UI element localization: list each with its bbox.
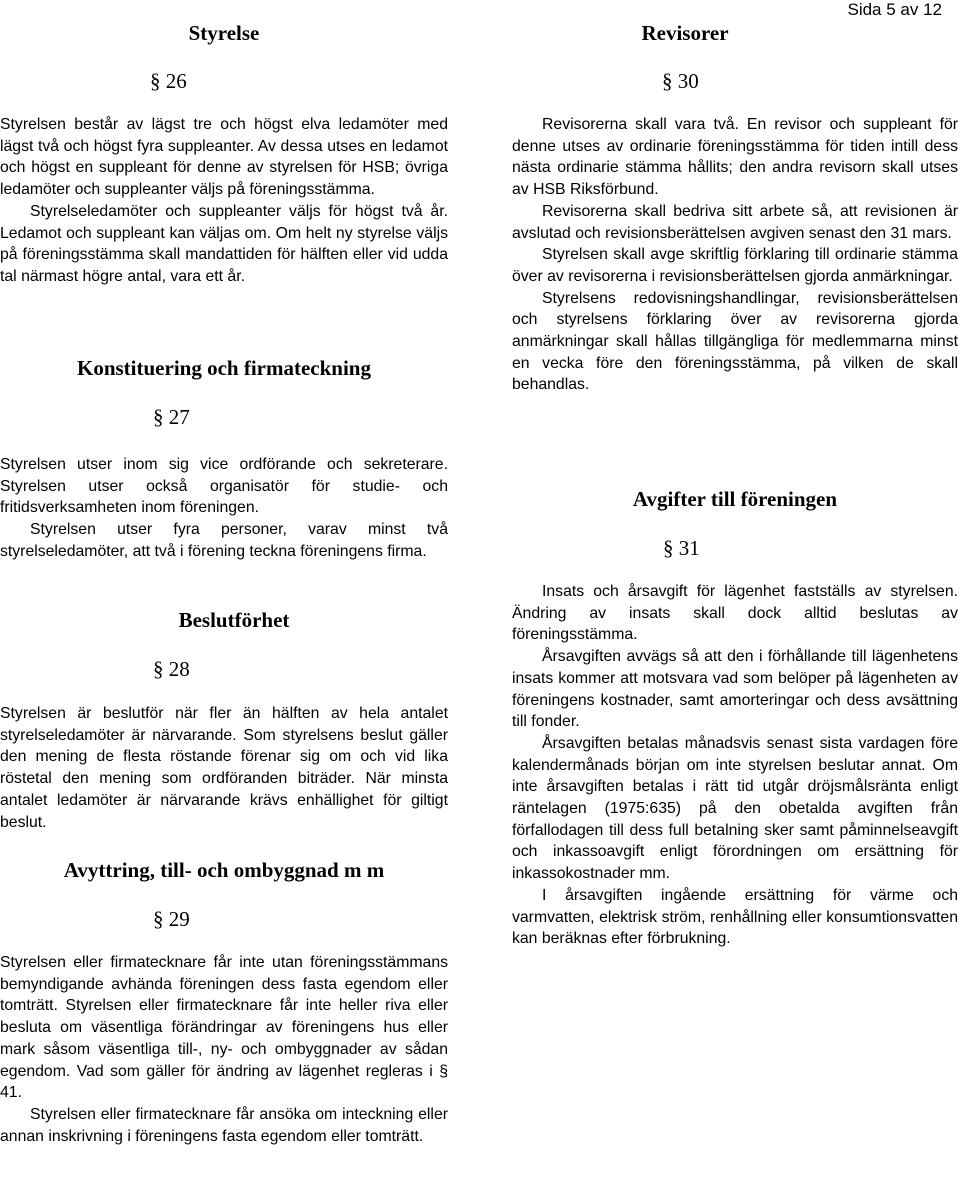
section-26-body	[0, 114, 448, 288]
heading-beslutforhet: Beslutförhet	[178, 608, 290, 632]
paragraph: Styrelsen är beslutför när fler än hälften av hela antalet styrelseledamöter är närvarande. Som styrelsens beslut gäller den mening de flesta röstande förenar sig om och vid lika röstetal den mening som ordföranden biträder. När minsta antalet ledamöter är närvarande krävs enhällighet för giltigt beslut.	[0, 705, 448, 831]
paragraph: Styrelsen eller firmatecknare får inte utan föreningsstämmans bemyndigande avhända föreningen dess fasta egendom eller tomträtt. Styrelsen eller firmatecknare får inte heller riva eller besluta om väsentliga förändringar av föreningens hus eller mark såsom väsentliga till-, ny- och ombyggnader av sådan egendom. Vad som gäller för ändring av lägenhet regleras i § 41.	[0, 954, 448, 1102]
section-27-body	[0, 454, 448, 563]
heading-konstituering: Konstituering och firmateckning	[77, 356, 371, 380]
paragraph: Insats och årsavgift för lägenhet fastställs av styrelsen. Ändring av insats skall dock alltid beslutas av föreningsstämma.	[512, 583, 958, 644]
section-30: § 30	[662, 69, 699, 93]
paragraph: Revisorerna skall vara två. En revisor och suppleant för denne utses av ordinarie föreningsstämma för tiden intill dess nästa ordinarie stämma hållits; den andra revisorn skall utses av HSB Riksförbund.	[512, 116, 958, 199]
section-28-body	[0, 703, 448, 833]
section-26: § 26	[150, 69, 187, 93]
paragraph: Styrelsen eller firmatecknare får ansöka om inteckning eller annan inskrivning i föreningens fasta egendom eller tomträtt.	[0, 1105, 448, 1145]
section-29: § 29	[153, 907, 190, 931]
section-29-body	[0, 952, 448, 1147]
heading-styrelse: Styrelse	[188, 21, 260, 45]
paragraph: Styrelsens redovisningshandlingar, revisionsberättelsen och styrelsens förklaring över av revisorerna gjorda anmärkningar skall hållas tillgängliga för medlemmarna minst en vecka före den föreningsstämma, på vilken de skall behandlas.	[512, 289, 958, 394]
heading-revisorer: Revisorer	[641, 21, 729, 45]
section-30-body	[512, 114, 958, 396]
section-27: § 27	[153, 405, 190, 429]
heading-avgifter: Avgifter till föreningen	[632, 487, 838, 511]
paragraph: Styrelsen utser fyra personer, varav minst två styrelseledamöter, att två i förening teckna föreningens firma.	[0, 521, 448, 560]
paragraph: Revisorerna skall bedriva sitt arbete så, att revisionen är avslutad och revisionsberättelsen avgiven senast den 31 mars.	[512, 202, 958, 242]
page-number: Sida 5 av 12	[847, 0, 942, 19]
heading-avyttring: Avyttring, till- och ombyggnad m m	[63, 858, 385, 882]
section-28: § 28	[153, 657, 190, 681]
section-31: § 31	[663, 536, 700, 560]
paragraph: Årsavgiften betalas månadsvis senast sista vardagen före kalendermånads början om inte styrelsen beslutar annat. Om inte årsavgiften betalas i rätt tid utgår dröjsmålsränta enligt räntelagen (1975:635) på den obetalda avgiften från förfallodagen till dess full betalning sker samt påminnelseavgift och inkassoavgift enligt förordningen om ersättning för inkassokostnader mm.	[512, 734, 958, 883]
section-31-body	[512, 581, 958, 950]
paragraph: Styrelseledamöter och suppleanter väljs för högst två år. Ledamot och suppleant kan väljas om. Om helt ny styrelse väljs på föreningsstämma skall mandattiden för hälften eller vid udda tal närmast högre antal, vara ett år.	[0, 202, 448, 285]
paragraph: Styrelsen består av lägst tre och högst elva ledamöter med lägst två och högst fyra suppleanter. Av dessa utses en ledamot och högst en suppleant för denne av styrelsen för HSB; övriga ledamöter och suppleanter väljs på föreningsstämma.	[0, 116, 448, 199]
paragraph: Styrelsen utser inom sig vice ordförande och sekreterare. Styrelsen utser också organisatör för studie- och fritidsverksamheten inom föreningen.	[0, 456, 448, 517]
paragraph: Årsavgiften avvägs så att den i förhållande till lägenhetens insats kommer att motsvara vad som belöper på lägenheten av föreningens kostnader, samt amorteringar och dess avsättning till fonder.	[512, 648, 958, 731]
paragraph: Styrelsen skall avge skriftlig förklaring till ordinarie stämma över av revisorerna i revisionsberättelsen gjorda anmärkningar.	[512, 246, 958, 285]
paragraph: I årsavgiften ingående ersättning för värme och varmvatten, elektrisk ström, renhållning eller konsumtionsvatten kan beräknas efter förbrukning.	[512, 886, 958, 948]
